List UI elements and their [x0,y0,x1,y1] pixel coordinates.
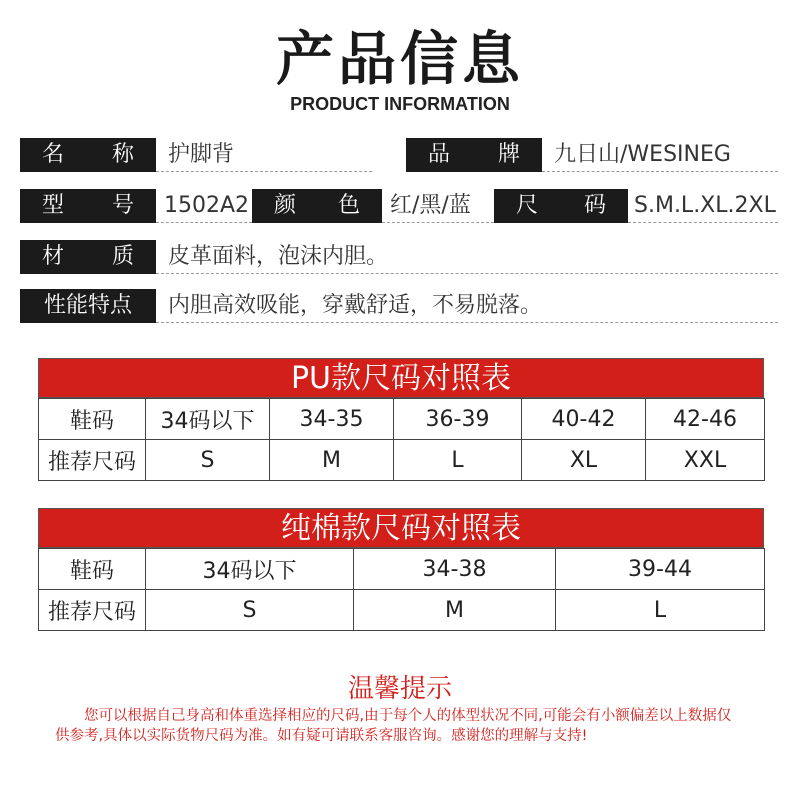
table-row [39,399,765,440]
table-cell: S [146,590,354,631]
model-label: 型 号 [20,189,156,223]
table-cell: 34-38 [354,549,556,590]
cotton-size-table [38,508,764,631]
tips-body: 您可以根据自己身高和体重选择相应的尺码,由于每个人的体型状况不同,可能会有小额偏差以上数据仅供参考,具体以实际货物尺码为准。如有疑可请联系客服咨询。感谢您的理解与支持! [55,708,732,744]
pu-size-table [38,358,764,481]
size-label: 尺 码 [494,189,628,223]
brand-value: 九日山/WESINEG [542,138,778,172]
table-cell: 42-46 [646,399,765,440]
table-cell: 34-35 [270,399,394,440]
tips-title: 温馨提示 [347,674,452,704]
table-cell: 鞋码 [39,549,146,590]
material-value: 皮革面料，泡沫内胆。 [156,240,778,274]
table-cell: 推荐尺码 [39,590,146,631]
material-label: 材 质 [20,240,156,274]
features-value: 内胆高效吸能，穿戴舒适，不易脱落。 [156,289,778,323]
table-cell: L [394,440,522,481]
table-cell: XXL [646,440,765,481]
page-title: 产品信息 [275,25,524,93]
table-cell: 34码以下 [146,399,270,440]
table-cell: 39-44 [556,549,765,590]
name-label: 名 称 [20,138,156,172]
table-cell: 34码以下 [146,549,354,590]
table-cell: S [146,440,270,481]
model-value: 1502A2 [156,189,252,223]
table-row [39,440,765,481]
table-cell: M [270,440,394,481]
table-cell: L [556,590,765,631]
table-cell: XL [522,440,646,481]
brand-label: 品 牌 [406,138,542,172]
cotton-table-title: 纯棉款尺码对照表 [38,508,764,548]
table-row [39,590,765,631]
features-label: 性能特点 [20,289,156,323]
table-row [39,549,765,590]
color-label: 颜 色 [252,189,382,223]
table-cell: 推荐尺码 [39,440,146,481]
table-cell: M [354,590,556,631]
name-value: 护脚背 [156,138,372,172]
color-value: 红/黑/蓝 [382,189,494,223]
page-subtitle: PRODUCT INFORMATION [290,94,510,114]
table-cell: 40-42 [522,399,646,440]
size-value: S.M.L.XL.2XL [628,189,778,223]
table-cell: 36-39 [394,399,522,440]
table-cell: 鞋码 [39,399,146,440]
pu-table-title: PU款尺码对照表 [38,358,764,398]
